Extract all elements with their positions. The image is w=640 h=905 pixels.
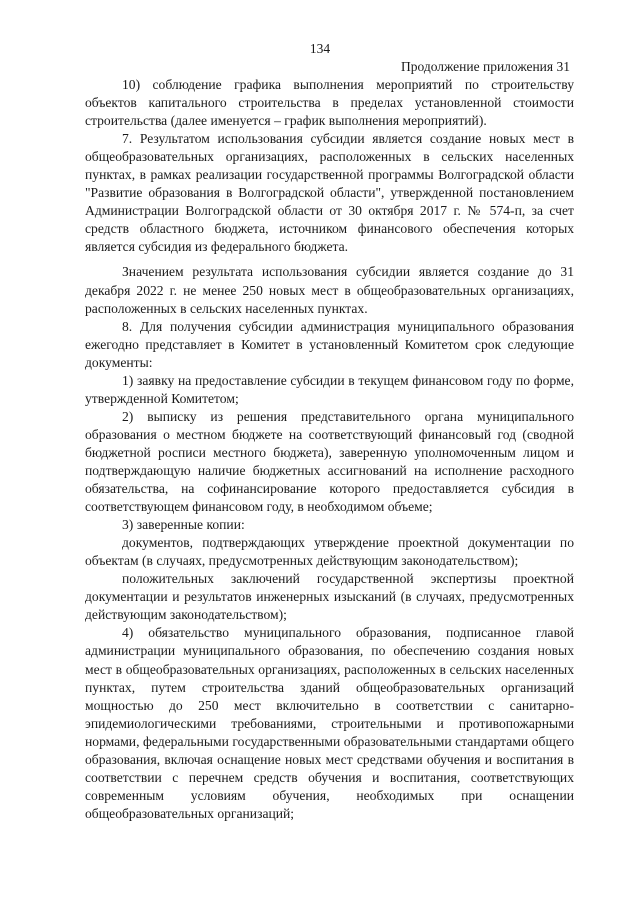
appendix-continuation-label: Продолжение приложения 31 — [400, 59, 570, 74]
paragraph-copies-design-docs: документов, подтверждающих утверждение проектной документации по объектам (в случаях, предусмотренных действующим законодательством); — [85, 535, 574, 569]
paragraph-document-2: 2) выписку из решения представительного органа муниципального образования о местном бюджете на соответствующий финансовый год (сводной бюджетной росписи местного бюджета), заверенную уполномоченным лицом и подтверждающую наличие бюджетных ассигнований на исполнение расходного обязательства, на софинансирование которого предоставляется субсидия в соответствующем финансовом году, в необходимом объеме; — [85, 408, 574, 515]
paragraph-item-10: 10) соблюдение графика выполнения мероприятий по строительству объектов капитального строительства в пределах установленной стоимости строительства (далее именуется – график выполнения мероприятий). — [85, 77, 574, 129]
paragraph-section-8: 8. Для получения субсидии администрация муниципального образования ежегодно представляет в Комитет в установленный Комитетом срок следующие документы: — [85, 318, 574, 370]
document-body — [85, 76, 574, 823]
paragraph-document-1: 1) заявку на предоставление субсидии в текущем финансовом году по форме, утвержденной Комитетом; — [85, 372, 574, 406]
paragraph-result-value: Значением результата использования субсидии является создание до 31 декабря 2022 г. не менее 250 новых мест в общеобразовательных организациях, расположенных в сельских населенных пунктах. — [85, 264, 574, 316]
paragraph-document-3: 3) заверенные копии: — [122, 517, 245, 533]
paragraph-document-4: 4) обязательство муниципального образования, подписанное главой администрации муниципального образования, по обеспечению создания новых мест в общеобразовательных организациях, расположенных в сельских населенных пунктах, путем строительства зданий общеобразовательных организаций мощностью до 250 мест включительно в соответствии с санитарно-эпидемиологическими требованиями, строительными и противопожарными нормами, федеральными государственными образовательными стандартами общего образования, включая оснащение новых мест средствами обучения и воспитания в соответствии с перечнем средств обучения и воспитания, соответствующих современным условиям обучения, необходимых при оснащении общеобразовательных организаций; — [85, 625, 574, 821]
paragraph-section-7: 7. Результатом использования субсидии является создание новых мест в общеобразовательных организациях, расположенных в сельских населенных пунктах, в рамках реализации государственной программы Волгоградской области "Развитие образования в Волгоградской области", утвержденной постановлением Администрации Волгоградской области от 30 октября 2017 г. № 574-п, за счет средств областного бюджета, источником финансового обеспечения которых является субсидия из федерального бюджета. — [85, 131, 574, 255]
page-number: 134 — [309, 41, 331, 56]
paragraph-copies-expertise: положительных заключений государственной экспертизы проектной документации и результатов инженерных изысканий (в случаях, предусмотренных действующим законодательством); — [85, 571, 574, 623]
